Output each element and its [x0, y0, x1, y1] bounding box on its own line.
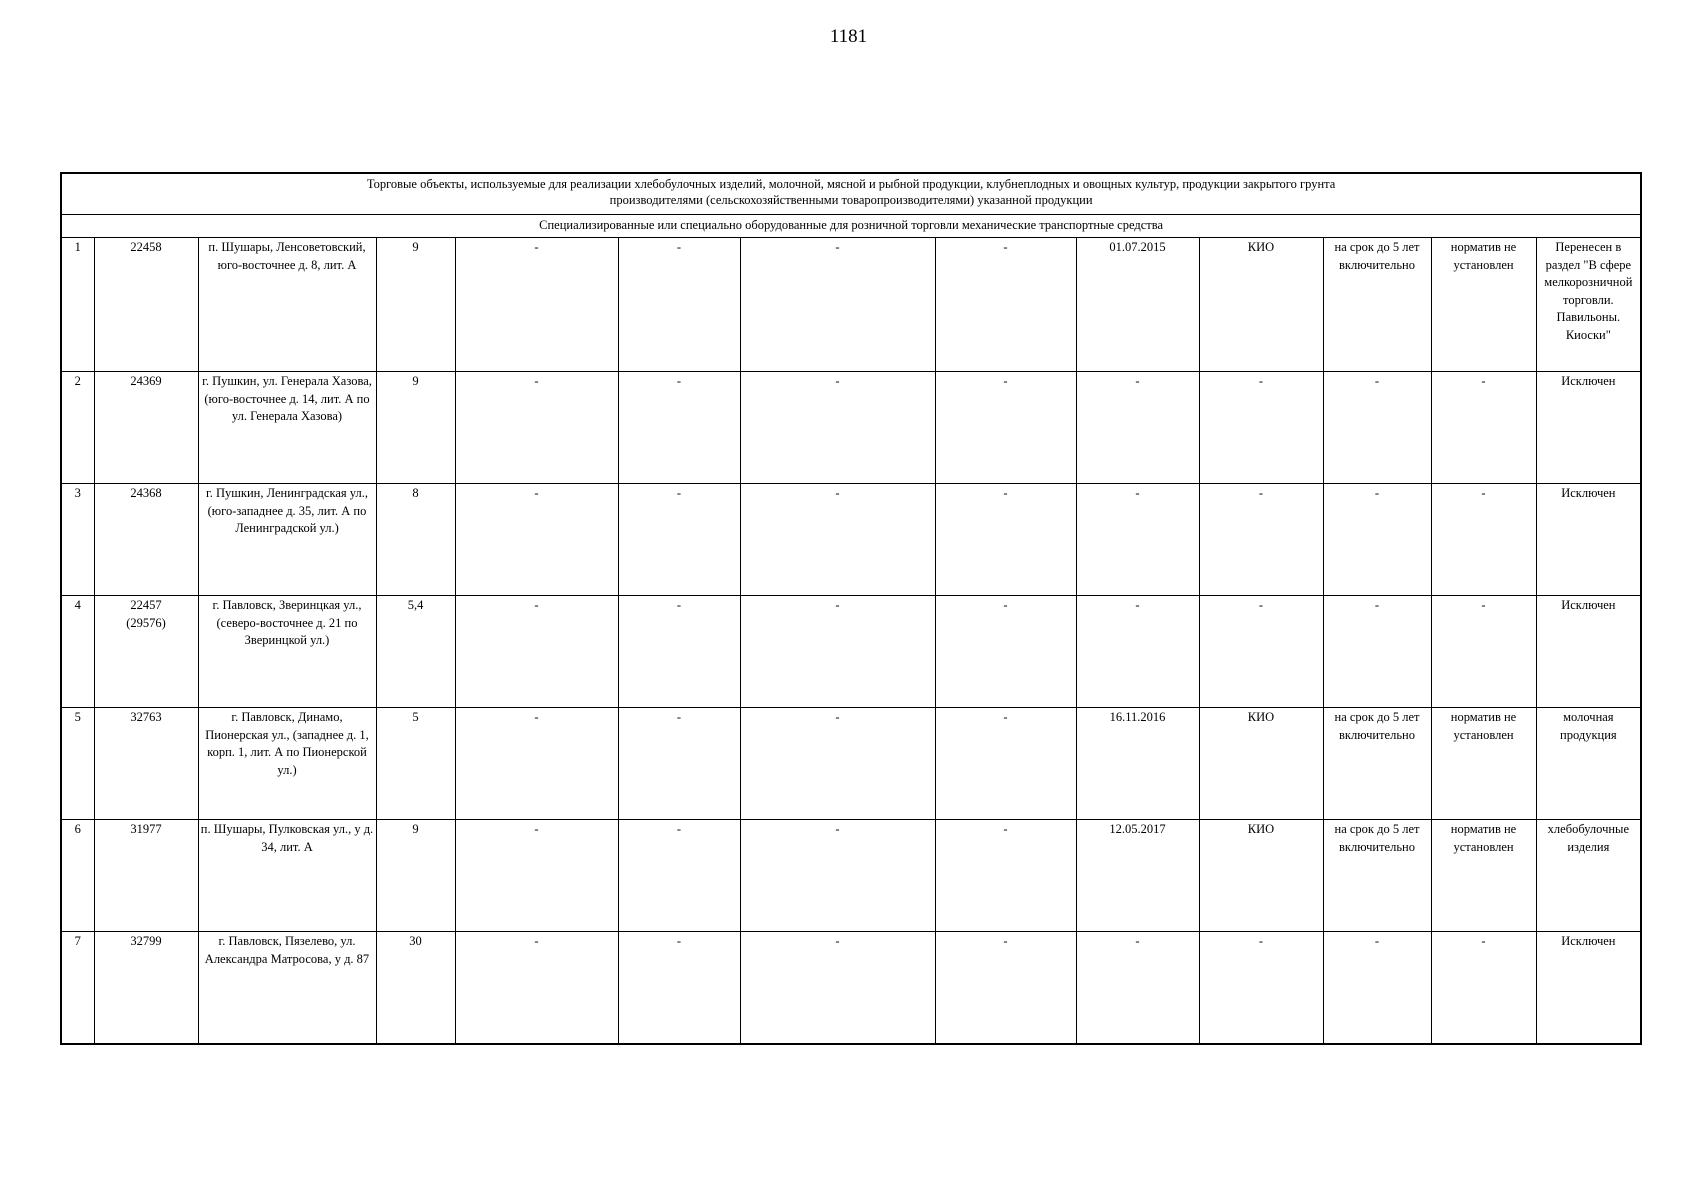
- placement-term: -: [1323, 596, 1431, 708]
- object-id: [94, 484, 198, 596]
- row-note: молочная продукция: [1536, 708, 1641, 820]
- cell-empty-8: -: [935, 372, 1076, 484]
- object-id: [94, 932, 198, 1045]
- section-header-row: [61, 173, 1641, 215]
- row-note: хлебобулочные изделия: [1536, 820, 1641, 932]
- cell-empty-7: -: [740, 596, 935, 708]
- placement-term: на срок до 5 лет включительно: [1323, 820, 1431, 932]
- cell-empty-5: -: [455, 820, 618, 932]
- placement-term: -: [1323, 932, 1431, 1045]
- object-id: [94, 238, 198, 372]
- placement-term: на срок до 5 лет включительно: [1323, 238, 1431, 372]
- object-address: г. Павловск, Динамо, Пионерская ул., (западнее д. 1, корп. 1, лит. А по Пионерской ул.): [198, 708, 376, 820]
- placement-term: -: [1323, 484, 1431, 596]
- object-id: [94, 372, 198, 484]
- objects-table: [60, 172, 1642, 1045]
- table-row: [61, 238, 1641, 372]
- cell-empty-6: -: [618, 372, 740, 484]
- organization: -: [1199, 596, 1323, 708]
- cell-empty-8: -: [935, 238, 1076, 372]
- object-id-primary: 22458: [130, 240, 162, 254]
- cell-empty-7: -: [740, 238, 935, 372]
- object-area: 5: [376, 708, 455, 820]
- cell-empty-5: -: [455, 484, 618, 596]
- organization: -: [1199, 372, 1323, 484]
- section-title-line1: Торговые объекты, используемые для реализации хлебобулочных изделий, молочной, мясной и рыбной продукции, клубнеплодных и овощных культур, продукции закрытого грунта: [366, 177, 1336, 191]
- organization: -: [1199, 932, 1323, 1045]
- decision-date: -: [1076, 484, 1199, 596]
- object-address: г. Павловск, Пязелево, ул. Александра Матросова, у д. 87: [198, 932, 376, 1045]
- normative: норматив не установлен: [1431, 708, 1536, 820]
- normative: -: [1431, 372, 1536, 484]
- normative: норматив не установлен: [1431, 820, 1536, 932]
- normative: -: [1431, 484, 1536, 596]
- object-area: 30: [376, 932, 455, 1045]
- object-area: 9: [376, 238, 455, 372]
- object-address: п. Шушары, Ленсоветовский, юго-восточнее д. 8, лит. А: [198, 238, 376, 372]
- decision-date: 12.05.2017: [1076, 820, 1199, 932]
- object-area: 5,4: [376, 596, 455, 708]
- object-id-primary: 31977: [130, 822, 162, 836]
- row-number: 1: [61, 238, 94, 372]
- cell-empty-6: -: [618, 238, 740, 372]
- placement-term: -: [1323, 372, 1431, 484]
- decision-date: -: [1076, 372, 1199, 484]
- row-number: 6: [61, 820, 94, 932]
- cell-empty-7: -: [740, 820, 935, 932]
- row-note: Исключен: [1536, 932, 1641, 1045]
- page-number: 1181: [829, 26, 868, 47]
- object-id-primary: 22457: [130, 598, 162, 612]
- object-address: п. Шушары, Пулковская ул., у д. 34, лит. А: [198, 820, 376, 932]
- cell-empty-8: -: [935, 708, 1076, 820]
- cell-empty-7: -: [740, 932, 935, 1045]
- decision-date: -: [1076, 932, 1199, 1045]
- cell-empty-5: -: [455, 708, 618, 820]
- cell-empty-8: -: [935, 932, 1076, 1045]
- object-id-primary: 32763: [130, 710, 162, 724]
- decision-date: 01.07.2015: [1076, 238, 1199, 372]
- object-address: г. Пушкин, ул. Генерала Хазова, (юго-восточнее д. 14, лит. А по ул. Генерала Хазова): [198, 372, 376, 484]
- object-address: г. Павловск, Зверинцкая ул., (северо-восточнее д. 21 по Зверинцкой ул.): [198, 596, 376, 708]
- table-row: [61, 708, 1641, 820]
- row-number: 5: [61, 708, 94, 820]
- cell-empty-6: -: [618, 484, 740, 596]
- normative: -: [1431, 932, 1536, 1045]
- row-note: Исключен: [1536, 484, 1641, 596]
- cell-empty-6: -: [618, 596, 740, 708]
- organization: -: [1199, 484, 1323, 596]
- organization: КИО: [1199, 820, 1323, 932]
- cell-empty-5: -: [455, 238, 618, 372]
- cell-empty-7: -: [740, 372, 935, 484]
- row-number: 4: [61, 596, 94, 708]
- table-row: [61, 372, 1641, 484]
- cell-empty-5: -: [455, 932, 618, 1045]
- row-number: 7: [61, 932, 94, 1045]
- cell-empty-6: -: [618, 932, 740, 1045]
- object-address: г. Пушкин, Ленинградская ул., (юго-западнее д. 35, лит. А по Ленинградской ул.): [198, 484, 376, 596]
- object-id-primary: 24369: [130, 374, 162, 388]
- organization: КИО: [1199, 708, 1323, 820]
- section-title: [61, 173, 1641, 215]
- row-note: Исключен: [1536, 372, 1641, 484]
- placement-term: на срок до 5 лет включительно: [1323, 708, 1431, 820]
- object-id: [94, 596, 198, 708]
- table-row: [61, 596, 1641, 708]
- cell-empty-5: -: [455, 596, 618, 708]
- object-id-primary: 32799: [130, 934, 162, 948]
- object-area: 9: [376, 372, 455, 484]
- subsection-title: Специализированные или специально оборудованные для розничной торговли механические транспортные средства: [61, 215, 1641, 238]
- cell-empty-5: -: [455, 372, 618, 484]
- cell-empty-7: -: [740, 708, 935, 820]
- normative: -: [1431, 596, 1536, 708]
- organization: КИО: [1199, 238, 1323, 372]
- cell-empty-7: -: [740, 484, 935, 596]
- row-number: 3: [61, 484, 94, 596]
- cell-empty-6: -: [618, 820, 740, 932]
- object-id-secondary: (29576): [126, 615, 166, 630]
- object-id: [94, 820, 198, 932]
- table-row: [61, 820, 1641, 932]
- normative: норматив не установлен: [1431, 238, 1536, 372]
- object-area: 9: [376, 820, 455, 932]
- object-id: [94, 708, 198, 820]
- row-note: Перенесен в раздел "В сфере мелкорозничной торговли. Павильоны. Киоски": [1536, 238, 1641, 372]
- cell-empty-8: -: [935, 820, 1076, 932]
- cell-empty-8: -: [935, 596, 1076, 708]
- object-id-primary: 24368: [130, 486, 162, 500]
- decision-date: -: [1076, 596, 1199, 708]
- object-area: 8: [376, 484, 455, 596]
- row-number: 2: [61, 372, 94, 484]
- subsection-header-row: [61, 215, 1641, 238]
- cell-empty-6: -: [618, 708, 740, 820]
- decision-date: 16.11.2016: [1076, 708, 1199, 820]
- row-note: Исключен: [1536, 596, 1641, 708]
- table-row: [61, 484, 1641, 596]
- table-row: [61, 932, 1641, 1045]
- cell-empty-8: -: [935, 484, 1076, 596]
- section-title-line2: производителями (сельскохозяйственными товаропроизводителями) указанной продукции: [609, 193, 1093, 207]
